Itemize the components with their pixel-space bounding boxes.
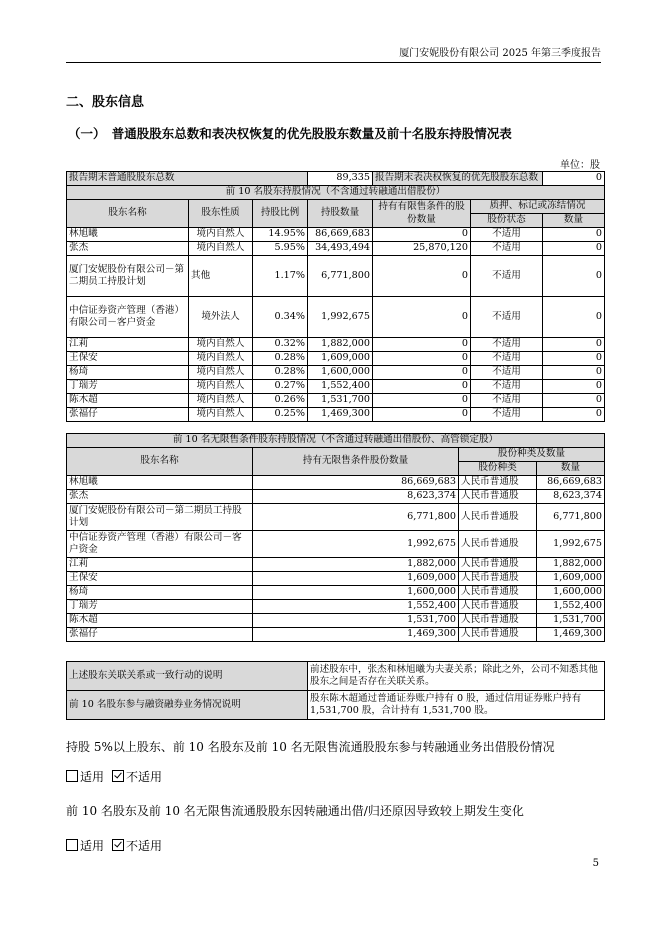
holding-qty: 1,882,000 [308,338,373,352]
shareholder-nature: 境内自然人 [189,394,253,408]
shareholder-name: 王保安 [67,352,189,366]
restricted-qty: 0 [373,338,471,352]
restricted-qty: 0 [373,366,471,380]
unrestricted-header-row [67,448,605,462]
lending-applicability [66,768,162,785]
table-row [67,297,605,338]
unchecked-box-icon [66,839,78,851]
shareholder-nature: 境内自然人 [189,228,253,242]
col-ratio: 持股比例 [253,200,308,228]
table-row [67,476,605,490]
notes-table [66,661,605,720]
pledge-status: 不适用 [471,352,543,366]
pledge-status: 不适用 [471,228,543,242]
col-u-qty: 持有无限售条件股份数量 [253,448,459,476]
holding-ratio: 1.17% [253,256,308,297]
shareholder-name: 杨琦 [67,366,189,380]
share-type-qty: 1,882,000 [537,558,605,572]
holding-qty: 1,609,000 [308,352,373,366]
pledged-qty: 0 [543,394,605,408]
unrestricted-qty: 86,669,683 [253,476,459,490]
top10-header-row [67,200,605,214]
top10-shareholders-table [66,171,605,422]
share-type-qty: 86,669,683 [537,476,605,490]
pledge-status: 不适用 [471,242,543,256]
share-type: 人民币普通股 [459,614,537,628]
holding-ratio: 14.95% [253,228,308,242]
restricted-qty: 25,870,120 [373,242,471,256]
preferred-holders-value: 0 [543,172,605,186]
unrestricted-title: 前 10 名无限售条件股东持股情况（不含通过转融通出借股份、高管锁定股） [67,434,605,448]
table-row [67,490,605,504]
holding-ratio: 0.28% [253,366,308,380]
pledged-qty: 0 [543,352,605,366]
pledged-qty: 0 [543,366,605,380]
shareholder-name: 江莉 [67,338,189,352]
table-row [67,531,605,558]
unrestricted-qty: 1,992,675 [253,531,459,558]
share-type: 人民币普通股 [459,490,537,504]
unrestricted-qty: 1,469,300 [253,628,459,642]
total-holders-label: 报告期末普通股股东总数 [67,172,308,186]
share-type-qty: 1,531,700 [537,614,605,628]
table-row [67,600,605,614]
section-title: 二、股东信息 [66,95,145,110]
unrestricted-qty: 1,600,000 [253,586,459,600]
share-type: 人民币普通股 [459,558,537,572]
table-row [67,380,605,394]
summary-row [67,172,605,186]
table-row [67,352,605,366]
shareholder-name: 杨琦 [67,586,253,600]
col-pledge-qty: 数量 [543,214,605,228]
share-type: 人民币普通股 [459,476,537,490]
note-label-margin: 前 10 名股东参与融资融券业务情况说明 [67,691,308,720]
shareholder-name: 中信证券资产管理（香港）有限公司－客户资金 [67,531,253,558]
unrestricted-title-row [67,434,605,448]
shareholder-name: 厦门安妮股份有限公司－第二期员工持股计划 [67,256,189,297]
table-row [67,242,605,256]
pledged-qty: 0 [543,228,605,242]
pledge-status: 不适用 [471,366,543,380]
unrestricted-qty: 1,882,000 [253,558,459,572]
share-type-qty: 1,609,000 [537,572,605,586]
table-row [67,256,605,297]
col-name: 股东名称 [67,200,189,228]
shareholder-nature: 境内自然人 [189,408,253,422]
shareholder-name: 林旭曦 [67,476,253,490]
share-type: 人民币普通股 [459,531,537,558]
unit-label: 单位：股 [560,160,600,171]
shareholder-name: 张福仔 [67,628,253,642]
table-row [67,558,605,572]
table-row [67,504,605,531]
share-type-qty: 1,600,000 [537,586,605,600]
col-restricted: 持有有限售条件的股份数量 [373,200,471,228]
shareholder-nature: 境内自然人 [189,366,253,380]
shareholder-name: 中信证券资产管理（香港）有限公司－客户资金 [67,297,189,338]
col-u-type-group: 股份种类及数量 [459,448,605,462]
unchecked-box-icon [66,770,78,782]
lending-paragraph: 持股 5%以上股东、前 10 名股东及前 10 名无限售流通股股东参与转融通业务出借股份情况 [66,740,555,754]
restricted-qty: 0 [373,297,471,338]
shareholder-name: 张福仔 [67,408,189,422]
share-type: 人民币普通股 [459,628,537,642]
shareholder-nature: 境内自然人 [189,380,253,394]
checked-box-icon [112,839,124,851]
holding-qty: 1,469,300 [308,408,373,422]
shareholder-name: 陈木超 [67,394,189,408]
table-row [67,366,605,380]
note-text-margin: 股东陈木超通过普通证券账户持有 0 股，通过信用证券账户持有 1,531,700 股，合计持有 1,531,700 股。 [308,691,605,720]
top10-title-row [67,186,605,200]
applicable-label: 适用 [80,839,105,853]
restricted-qty: 0 [373,408,471,422]
col-pledge-status: 股份状态 [471,214,543,228]
shareholder-nature: 境内自然人 [189,352,253,366]
not-applicable-label: 不适用 [126,770,163,784]
table-row [67,572,605,586]
share-type: 人民币普通股 [459,586,537,600]
pledge-status: 不适用 [471,297,543,338]
share-type-qty: 1,469,300 [537,628,605,642]
table-row [67,408,605,422]
share-type-qty: 8,623,374 [537,490,605,504]
share-type: 人民币普通股 [459,504,537,531]
restricted-qty: 0 [373,256,471,297]
unrestricted-qty: 1,609,000 [253,572,459,586]
holding-ratio: 0.28% [253,352,308,366]
unrestricted-qty: 1,531,700 [253,614,459,628]
shareholder-nature: 境外法人 [189,297,253,338]
share-type: 人民币普通股 [459,572,537,586]
table-row [67,614,605,628]
shareholder-name: 张杰 [67,242,189,256]
applicable-label: 适用 [80,770,105,784]
col-u-type: 股份种类 [459,462,537,476]
holding-ratio: 0.27% [253,380,308,394]
table-row [67,394,605,408]
pledged-qty: 0 [543,256,605,297]
holding-qty: 6,771,800 [308,256,373,297]
shareholder-nature: 境内自然人 [189,338,253,352]
checked-box-icon [112,770,124,782]
note-row [67,662,605,691]
change-paragraph: 前 10 名股东及前 10 名无限售流通股股东因转融通出借/归还原因导致较上期发生变化 [66,804,524,818]
table-row [67,228,605,242]
holding-ratio: 0.26% [253,394,308,408]
pledged-qty: 0 [543,242,605,256]
col-u-name: 股东名称 [67,448,253,476]
total-holders-value: 89,335 [308,172,373,186]
share-type-qty: 1,992,675 [537,531,605,558]
holding-qty: 34,493,494 [308,242,373,256]
shareholder-name: 王保安 [67,572,253,586]
table-row [67,586,605,600]
unrestricted-shareholders-table [66,433,605,642]
table-row [67,338,605,352]
top10-title: 前 10 名股东持股情况（不含通过转融通出借股份） [67,186,605,200]
pledge-status: 不适用 [471,338,543,352]
col-qty: 持股数量 [308,200,373,228]
section-subtitle: （一） 普通股股东总数和表决权恢复的优先股股东数量及前十名股东持股情况表 [68,126,512,141]
preferred-holders-label: 报告期末表决权恢复的优先股股东总数 [373,172,543,186]
pledge-status: 不适用 [471,408,543,422]
shareholder-name: 厦门安妮股份有限公司－第二期员工持股计划 [67,504,253,531]
change-applicability [66,837,162,854]
shareholder-name: 林旭曦 [67,228,189,242]
pledge-status: 不适用 [471,256,543,297]
shareholder-name: 陈木超 [67,614,253,628]
pledged-qty: 0 [543,380,605,394]
note-row [67,691,605,720]
col-nature: 股东性质 [189,200,253,228]
unrestricted-qty: 6,771,800 [253,504,459,531]
shareholder-nature: 其他 [189,256,253,297]
shareholder-nature: 境内自然人 [189,242,253,256]
page-header: 厦门安妮股份有限公司 2025 年第三季度报告 [66,44,601,63]
page-number: 5 [592,858,599,869]
unrestricted-qty: 1,552,400 [253,600,459,614]
holding-ratio: 5.95% [253,242,308,256]
pledged-qty: 0 [543,408,605,422]
unrestricted-qty: 8,623,374 [253,490,459,504]
table-row [67,628,605,642]
shareholder-name: 江莉 [67,558,253,572]
restricted-qty: 0 [373,228,471,242]
col-pledge-group: 质押、标记或冻结情况 [471,200,605,214]
holding-ratio: 0.25% [253,408,308,422]
pledged-qty: 0 [543,338,605,352]
note-label-related: 上述股东关联关系或一致行动的说明 [67,662,308,691]
share-type: 人民币普通股 [459,600,537,614]
restricted-qty: 0 [373,394,471,408]
holding-ratio: 0.34% [253,297,308,338]
note-text-related: 前述股东中，张杰和林旭曦为夫妻关系；除此之外，公司不知悉其他股东之间是否存在关联关系。 [308,662,605,691]
holding-ratio: 0.32% [253,338,308,352]
shareholder-name: 丁瑞芳 [67,380,189,394]
not-applicable-label: 不适用 [126,839,163,853]
restricted-qty: 0 [373,380,471,394]
holding-qty: 1,531,700 [308,394,373,408]
col-u-type-qty: 数量 [537,462,605,476]
holding-qty: 1,552,400 [308,380,373,394]
holding-qty: 1,992,675 [308,297,373,338]
holding-qty: 1,600,000 [308,366,373,380]
restricted-qty: 0 [373,352,471,366]
pledge-status: 不适用 [471,380,543,394]
shareholder-name: 张杰 [67,490,253,504]
pledged-qty: 0 [543,297,605,338]
share-type-qty: 1,552,400 [537,600,605,614]
share-type-qty: 6,771,800 [537,504,605,531]
shareholder-name: 丁瑞芳 [67,600,253,614]
holding-qty: 86,669,683 [308,228,373,242]
pledge-status: 不适用 [471,394,543,408]
